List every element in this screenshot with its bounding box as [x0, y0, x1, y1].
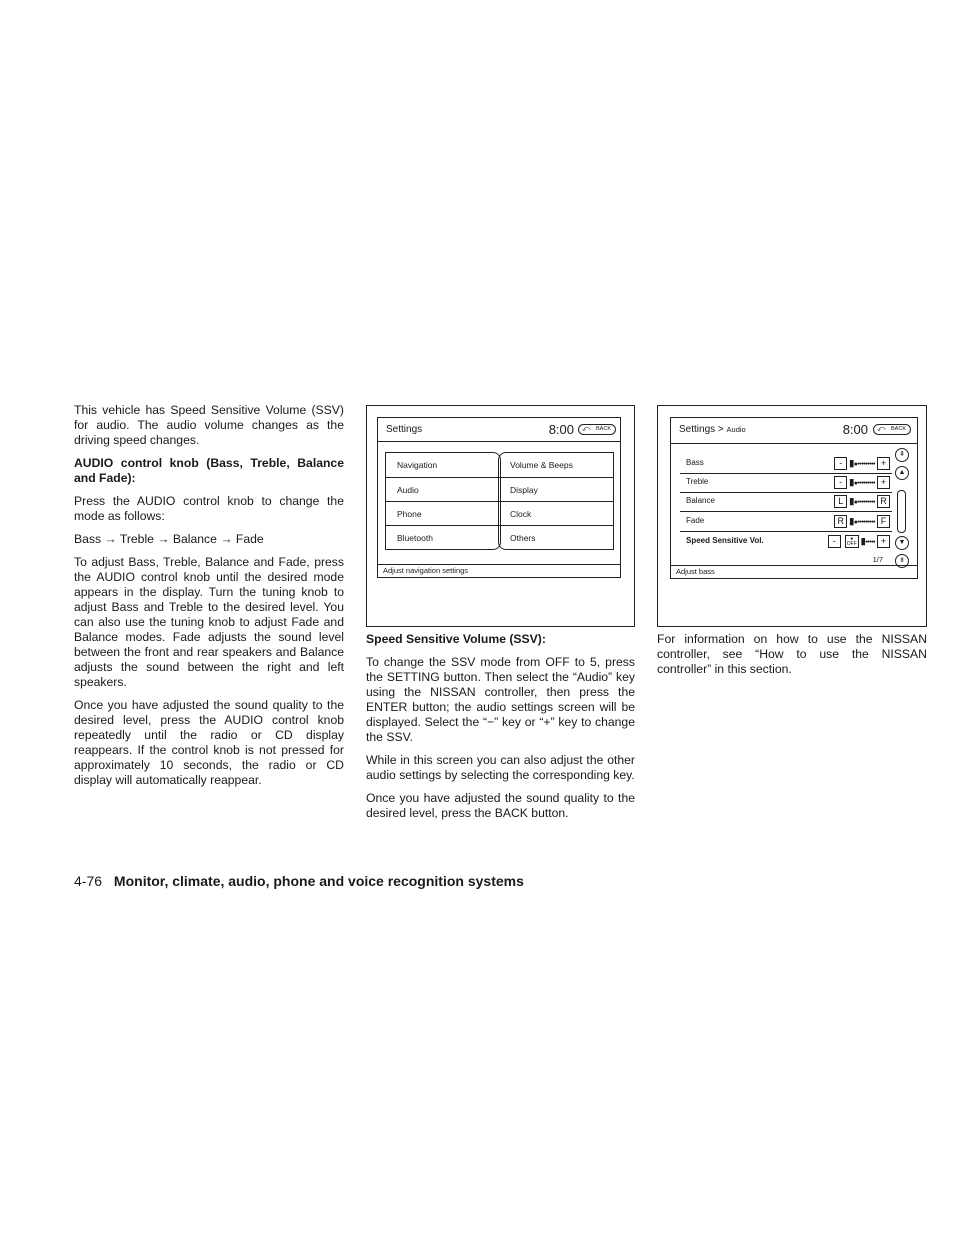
- back-button[interactable]: ⤺ BACK: [873, 424, 911, 435]
- back-paragraph: Once you have adjusted the sound quality to the desired level, press the BACK button.: [366, 791, 635, 820]
- down-arrow-icon[interactable]: ▼: [895, 536, 909, 550]
- level-indicator: ▮•••••: [860, 536, 875, 546]
- setting-row-bass[interactable]: [680, 454, 892, 473]
- decrease-key[interactable]: -: [834, 457, 847, 470]
- level-indicator: ▮●•••••••••: [849, 516, 875, 526]
- column-3: [657, 632, 927, 685]
- menu-item-display[interactable]: Display: [499, 477, 613, 501]
- increase-key[interactable]: +: [877, 457, 890, 470]
- settings-menu-figure: [366, 405, 635, 627]
- menu-item-others[interactable]: Others: [499, 525, 613, 549]
- screen-title: Settings > Audio: [679, 424, 746, 435]
- settings-screen: [377, 417, 621, 578]
- title-divider: [378, 441, 620, 442]
- level-indicator: ▮●•••••••••: [849, 458, 875, 468]
- menu-column-right: [498, 452, 614, 550]
- ssv-heading: Speed Sensitive Volume (SSV):: [366, 632, 546, 646]
- decrease-key[interactable]: L: [834, 495, 847, 508]
- clock: 8:00: [548, 422, 574, 437]
- column-2: [366, 632, 635, 829]
- decrease-key[interactable]: -: [834, 476, 847, 489]
- scrollbar-track[interactable]: [897, 490, 906, 533]
- audio-settings-figure: [657, 405, 927, 627]
- screen-footer-hint: Adjust bass: [676, 567, 715, 576]
- off-label: OFF: [846, 541, 857, 547]
- title-audio: Audio: [726, 425, 746, 434]
- footer-divider: [671, 565, 917, 566]
- setting-row-treble[interactable]: [680, 473, 892, 492]
- page-number: 4-76: [74, 873, 103, 889]
- scroll-control: [892, 448, 914, 566]
- off-key[interactable]: ● OFF: [846, 536, 857, 547]
- decrease-key[interactable]: R: [834, 515, 847, 528]
- increase-key[interactable]: +: [877, 476, 890, 489]
- audio-screen: [670, 417, 918, 579]
- menu-item-bluetooth[interactable]: Bluetooth: [386, 525, 500, 549]
- increase-key[interactable]: +: [877, 535, 890, 548]
- level-indicator: ▮●•••••••••: [849, 477, 875, 487]
- page-down-icon[interactable]: ⇟: [895, 554, 909, 568]
- page-footer: [74, 873, 524, 889]
- back-button[interactable]: ⤺ BACK: [578, 424, 616, 435]
- reappear-paragraph: Once you have adjusted the sound quality to the desired level, press the AUDIO control knob repeatedly until the radio or CD display reappears. If the control knob is not pressed for approximately 10 seconds, the radio or CD display will automatically reappear.: [74, 698, 344, 787]
- settings-menu: [385, 452, 614, 550]
- clock: 8:00: [842, 422, 868, 437]
- level-indicator: ▮●•••••••••: [849, 496, 875, 506]
- ssv-intro-paragraph: This vehicle has Speed Sensitive Volume (SSV) for audio. The audio volume changes as the driving speed changes.: [74, 403, 344, 447]
- menu-item-audio[interactable]: Audio: [386, 477, 500, 501]
- adjust-paragraph: To adjust Bass, Treble, Balance and Fade, press the AUDIO control knob until the desired mode appears in the display. Turn the tuning knob to adjust Bass and Treble to the desired level. You can also use the tuning knob to adjust Fade and Balance modes. Fade adjusts the sound level between the front and rear speakers and Balance adjusts the sound between the right and left speakers.: [74, 555, 344, 689]
- row-label: Balance: [686, 496, 715, 505]
- page-indicator: 1/7: [872, 555, 883, 564]
- title-divider: [671, 443, 917, 444]
- up-arrow-icon[interactable]: ▲: [895, 466, 909, 480]
- row-label: Treble: [686, 477, 709, 486]
- setting-row-balance[interactable]: [680, 492, 892, 511]
- increase-key[interactable]: R: [877, 495, 890, 508]
- row-label: Fade: [686, 516, 705, 525]
- menu-item-clock[interactable]: Clock: [499, 501, 613, 525]
- row-label: Bass: [686, 458, 704, 467]
- increase-key[interactable]: F: [877, 515, 890, 528]
- other-settings-paragraph: While in this screen you can also adjust the other audio settings by selecting the corresponding key.: [366, 753, 635, 782]
- menu-column-left: [385, 452, 501, 550]
- menu-item-phone[interactable]: Phone: [386, 501, 500, 525]
- page-up-icon[interactable]: ⇞: [895, 448, 909, 462]
- setting-row-ssv[interactable]: [680, 532, 892, 551]
- controller-reference-paragraph: For information on how to use the NISSAN controller, see “How to use the NISSAN controller” in this section.: [657, 632, 927, 676]
- setting-row-fade[interactable]: [680, 512, 892, 531]
- section-title: Monitor, climate, audio, phone and voice recognition systems: [113, 873, 524, 889]
- footer-divider: [378, 564, 620, 565]
- menu-item-volume-beeps[interactable]: Volume & Beeps: [510, 460, 573, 470]
- decrease-key[interactable]: -: [828, 535, 841, 548]
- title-settings: Settings: [679, 424, 716, 435]
- ssv-change-paragraph: To change the SSV mode from OFF to 5, press the SETTING button. Then select the “Audio” key using the NISSAN controller, then press the ENTER button; the audio settings screen will be displayed. Select the “−” key or “+” key to change the SSV.: [366, 655, 635, 744]
- screen-title: Settings: [386, 424, 423, 435]
- audio-knob-paragraph: Press the AUDIO control knob to change the mode as follows:: [74, 494, 344, 523]
- audio-knob-heading: AUDIO control knob (Bass, Treble, Balance and Fade):: [74, 456, 344, 485]
- column-1: [74, 403, 344, 796]
- mode-sequence: Bass → Treble → Balance → Fade: [74, 532, 264, 546]
- row-label: Speed Sensitive Vol.: [686, 536, 764, 545]
- screen-footer-hint: Adjust navigation settings: [383, 566, 469, 575]
- menu-item-navigation[interactable]: Navigation: [397, 460, 438, 470]
